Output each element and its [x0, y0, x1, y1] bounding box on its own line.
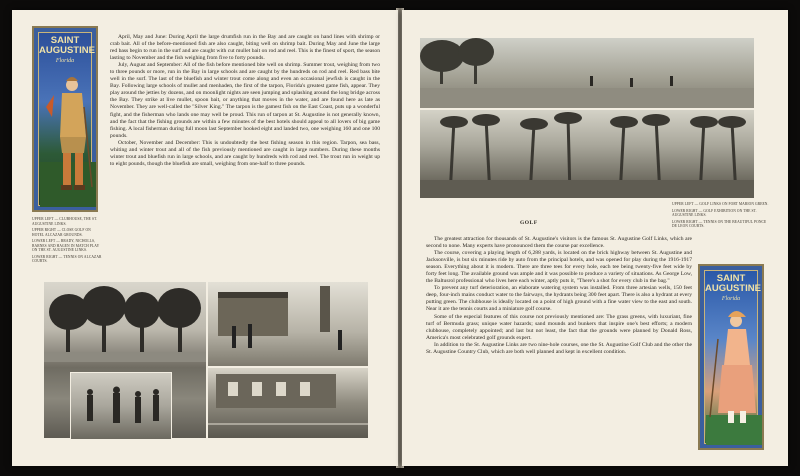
- paragraph: July, August and September: All of the fish before mentioned bite well on shrimp. Summer trout, weighing from two to three pounds or more, run in the Bay in large schools and are caught by the hundreds on rod and reel. Red bass bite well in the surf. The last of the bluefish and winter trout come along and even an occasional jewfish is caught in the Bay. Following large schools of mullet and menhaden, the first of the tarpon, Florida's greatest game fish, appear. They play around the jetties by dozens, and on moonlight nights are seen jumping and splashing around the long bridge across the Bay. They strike at live mullet, spoon bait, or anything that moves in the water, and are found here as late as November. They are well-called the "Silver King." The tarpon is the gamest fish on the East Coast, puts up a wonderful fight, and the fisherman who lands one may well be proud. This run of tarpon at St. Augustine is not generally known, and the fact that the fishing grounds are within a few minutes of the best hotels should appeal to all lovers of big game fishing. A local fisherman during full moon last September hooked eight and landed two, one weighing 160 and one 100 pounds.: [110, 62, 380, 139]
- poster-subtitle: Florida: [721, 296, 741, 302]
- poster-title: SAINT AUGUSTINE: [39, 35, 95, 56]
- photo-match-play: [70, 372, 172, 440]
- caption: LOWER RIGHT — TENNIS ON THE BEAUTIFUL PONCE DE LEON COURTS.: [672, 219, 767, 228]
- photo-golf-exhibition: [420, 110, 754, 198]
- poster-golfer-man: [32, 26, 98, 212]
- photo-fort-marion-green: [420, 38, 754, 108]
- poster-golfer-woman: [698, 264, 764, 450]
- poster-subtitle: Florida: [55, 58, 75, 64]
- golfer-illustration: [40, 67, 96, 207]
- right-page: [402, 10, 788, 466]
- fishing-text: [110, 34, 380, 168]
- golf-text: [426, 236, 692, 356]
- paragraph: To prevent any turf deterioration, an elaborate watering system was installed. From three artesian wells, 150 feet deep, four-inch mains conduct water to the fairways, the hydrants being 300 feet apart. There is also a hydrant at every putting green. The clubhouse is ideally located on a point of high ground with a fine water view to the east and south. Near it are the tennis courts and a miniature golf course.: [426, 285, 692, 313]
- paragraph: Some of the especial features of this course not previously mentioned are: The grass greens, with luxuriant, fine turf of Bermuda grass; unique water hazards; sand mounds and bunkers that inspire one's best efforts; a modern clubhouse, completely appointed; and last but not least, the fact that the grounds were planned by Donald Ross, America's most celebrated golf grounds expert.: [426, 313, 692, 341]
- left-photo-captions: [32, 217, 102, 266]
- photo-alcazar-grounds: [208, 282, 368, 366]
- paragraph: In addition to the St. Augustine Links are two nine-hole courses, one the St. Augustine Golf Club and the other the St. Augustine Country Club, which are both well planned and kept in excellent condition.: [426, 341, 692, 355]
- poster-title: SAINT AUGUSTINE: [705, 273, 761, 294]
- paragraph: October, November and December: This is undoubtedly the best fishing season in this region. Tarpon, sea bass, whiting and winter trout and all of the fish previously mentioned are caught in large numbers. During these months winter trout and bluefish run in large schools, and are caught by hundreds with rod and reel. The trout run in weight up to eight pounds, though the bluefish are small, weighing from one-half to three pounds.: [110, 139, 380, 167]
- left-page: [12, 10, 398, 466]
- caption: LOWER RIGHT — TENNIS ON ALCAZAR COURTS.: [32, 254, 102, 263]
- right-photo-captions: [672, 202, 772, 231]
- caption: LOWER RIGHT — GOLF EXHIBITION ON THE ST. AUGUSTINE LINKS.: [672, 208, 757, 217]
- paragraph: April, May and June: During April the large drumfish run in the Bay and are caught on hand lines with shrimp or crab bait. All of the before-mentioned fish are also caught, biting well on shrimp bait. During May and June the large red bass begin to run in the surf and are caught with cut mullet bait on rod and reel. This is the finest of sport, the season lasting to November and the fish weighing from five to forty pounds.: [110, 34, 380, 62]
- caption: UPPER LEFT — GOLF LINKS ON FORT MARION GREEN.: [672, 202, 769, 206]
- golfer-illustration: [706, 305, 762, 445]
- golf-heading: GOLF: [520, 220, 538, 226]
- photo-tennis-alcazar: [208, 368, 368, 438]
- paragraph: The course, covering a playing length of 6,288 yards, is located on the brick highway between St. Augustine and Jacksonville, is but six minutes ride by auto from the principal hotels, and was opened for play during the 1916-1917 season. Everything about it is modern. There are three tees for every hole, each tee being twenty-five feet wide by forty feet long. The available ground was ample and it was possible to produce a variety of situations. As George Low, the Baltusrol professional who lives here each winter, aptly puts it, "There's a shot for every club in the bag.": [426, 250, 692, 285]
- caption: UPPER LEFT — CLUBHOUSE, THE ST. AUGUSTINE LINKS.: [32, 217, 98, 226]
- caption: LOWER LEFT — BRADY, NICHOLLS, BARNES AND HAGEN IN MATCH PLAY ON THE ST. AUGUSTINE LINKS.: [32, 239, 100, 252]
- caption: UPPER RIGHT — CLOSE GOLF ON HOTEL ALCAZAR GROUNDS.: [32, 228, 91, 237]
- paragraph: The greatest attraction for thousands of St. Augustine's visitors is the famous St. Augustine Golf Links, which are second to none. Many experts have pronounced them the course par excellence.: [426, 236, 692, 250]
